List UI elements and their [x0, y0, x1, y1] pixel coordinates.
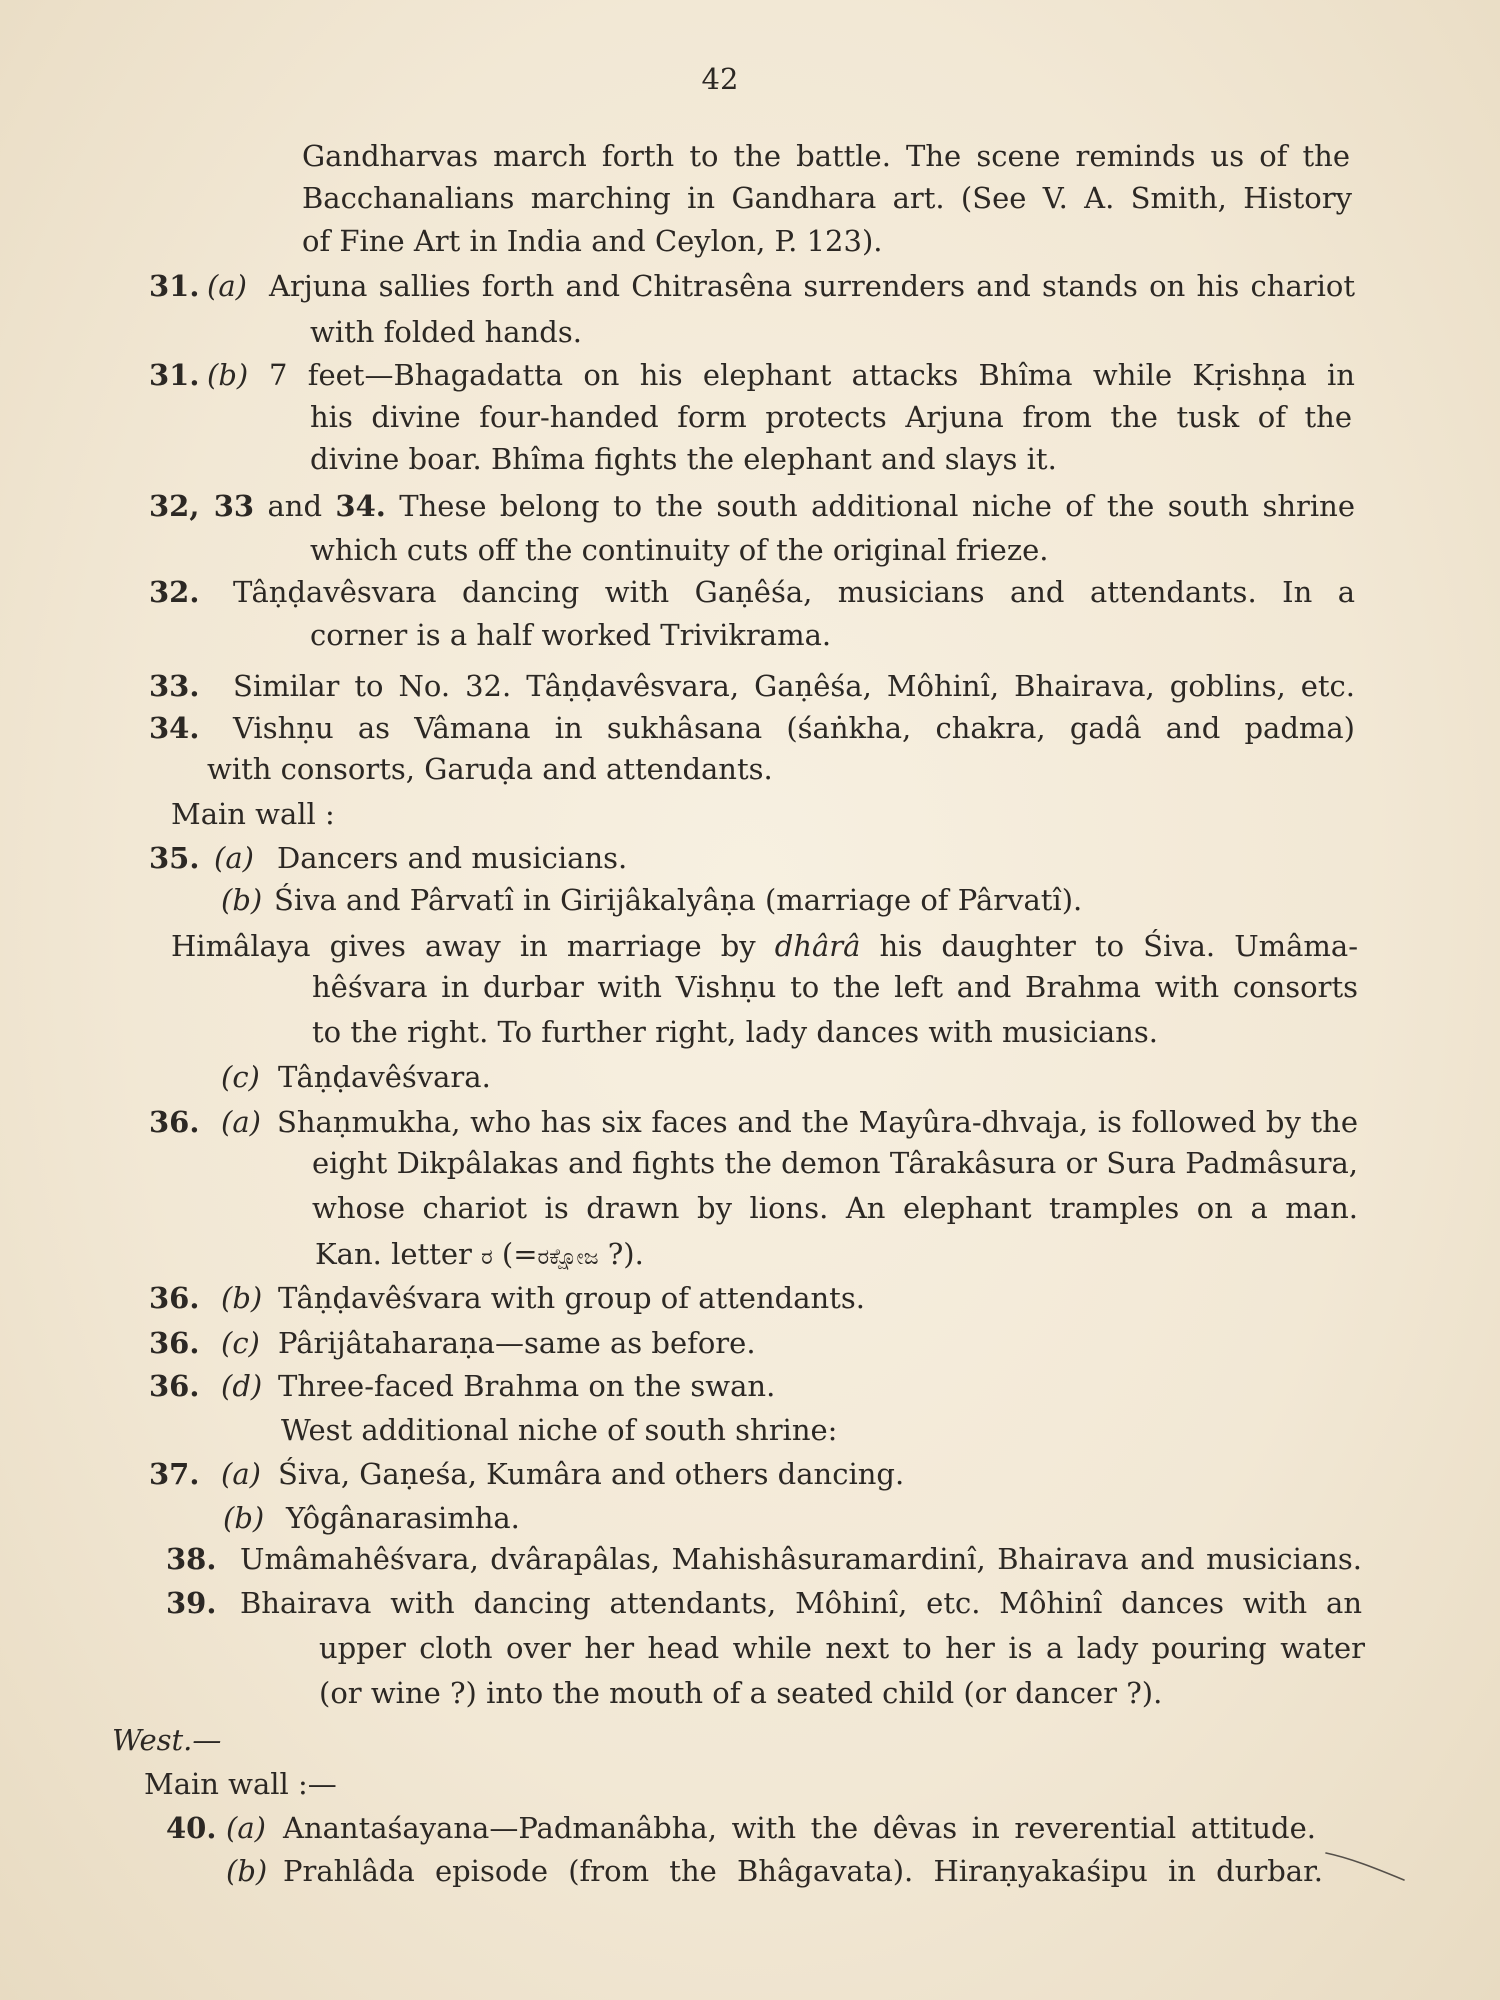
line-content — [319, 1628, 1365, 1668]
line-content — [171, 926, 1358, 966]
entry-number: 40. — [166, 1811, 217, 1845]
line-text: whose chariot is drawn by lions. An elephant tramples on a man. — [312, 1191, 1358, 1225]
entry-number: 36. — [149, 1281, 200, 1315]
entry-text: Śiva and Pârvatî in Girijâkalyâṇa (marriage of Pârvatî). — [274, 883, 1083, 917]
entry-number: 39. — [166, 1586, 217, 1620]
entry-number: 33. — [149, 669, 200, 703]
entry-40a — [166, 1808, 1316, 1848]
entry-text: Shaṇmukha, who has six faces and the Mayûra-dhvaja, is followed by the — [277, 1105, 1358, 1139]
line-content — [312, 1012, 1158, 1052]
line-content — [302, 178, 1352, 218]
entry-text: These belong to the south additional niche of the south shrine — [385, 489, 1356, 523]
line-content — [207, 749, 773, 789]
line-content — [310, 397, 1352, 437]
text-line — [310, 615, 831, 655]
line-content — [221, 880, 1082, 920]
line-content — [319, 1673, 1162, 1713]
entry-text: Prahlâda episode (from the Bhâgavata). Hiraṇyakaśipu in durbar. — [283, 1854, 1323, 1888]
subheading-main-wall — [144, 1764, 337, 1804]
entry-number: 34. — [149, 711, 200, 745]
line-content — [226, 1851, 1323, 1891]
text-line — [310, 439, 1057, 479]
line-content — [302, 221, 882, 261]
entry-text: Bhairava with dancing attendants, Môhinî, etc. Môhinî dances with an — [240, 1586, 1362, 1620]
line-text: hêśvara in durbar with Vishṇu to the left and Brahma with consorts — [312, 970, 1358, 1004]
entry-text: Anantaśayana—Padmanâbha, with the dêvas in reverential attitude. — [283, 1811, 1316, 1845]
entry-label: (b) — [226, 1854, 268, 1888]
line-text: his divine four-handed form protects Arjuna from the tusk of the — [310, 400, 1352, 434]
entry-label: (c) — [221, 1060, 260, 1094]
text-line — [319, 1628, 1365, 1668]
line-text: of Fine Art in India and Ceylon, P. 123). — [302, 224, 883, 258]
line-content — [149, 1366, 775, 1406]
entry-label: (b) — [223, 1501, 265, 1535]
pen-stroke — [1326, 1853, 1404, 1880]
line-content — [149, 666, 1355, 706]
line-content — [144, 1764, 337, 1804]
line-content — [310, 530, 1048, 570]
line-text: divine boar. Bhîma fights the elephant and slays it. — [310, 442, 1057, 476]
line-content — [281, 1410, 837, 1450]
subheading-text: Main wall :— — [144, 1767, 337, 1801]
line-content — [166, 1583, 1362, 1623]
entry-number: 32, 33 — [149, 489, 255, 523]
kannada-word: ರಕ್ಷೋಜ — [537, 1245, 599, 1270]
line-content — [149, 266, 1355, 306]
line-content — [310, 615, 831, 655]
entry-31b — [149, 355, 1355, 395]
entry-label: (a) — [226, 1811, 266, 1845]
entry-35c — [221, 1057, 491, 1097]
italic-term: dhârâ — [774, 929, 861, 963]
entry-number: 31. — [149, 358, 200, 392]
line-content — [312, 1188, 1358, 1228]
subheading-main-wall — [171, 794, 335, 834]
entry-number: 36. — [149, 1326, 200, 1360]
text-line — [207, 749, 773, 789]
line-text: upper cloth over her head while next to her is a lady pouring water — [319, 1631, 1365, 1665]
line-text: Kan. letter — [315, 1237, 482, 1271]
line-content — [312, 1143, 1358, 1183]
entry-36a — [149, 1102, 1358, 1142]
line-content — [149, 1102, 1358, 1142]
text-line — [302, 178, 1352, 218]
line-content — [166, 1808, 1316, 1848]
entry-text: Tâṇḍavêśvara. — [278, 1060, 491, 1094]
subheading-text: Main wall : — [171, 797, 335, 831]
text-line — [312, 1012, 1158, 1052]
line-content — [223, 1498, 520, 1538]
entry-label: (a) — [221, 1457, 261, 1491]
line-content — [149, 1454, 904, 1494]
entry-37a — [149, 1454, 904, 1494]
section-heading-text: West.— — [112, 1723, 222, 1757]
kannada-letter: ರ — [481, 1245, 493, 1270]
line-content — [315, 1234, 644, 1278]
text-line — [312, 1188, 1358, 1228]
entry-number: 31. — [149, 269, 200, 303]
entry-label: (a) — [221, 1105, 261, 1139]
entry-text: Similar to No. 32. Tâṇḍavêsvara, Gaṇêśa, Môhinî, Bhairava, goblins, etc. — [233, 669, 1355, 703]
entry-36b — [149, 1278, 865, 1318]
line-text: Bacchanalians marching in Gandhara art. (See V. A. Smith, History — [302, 181, 1352, 215]
text-line — [310, 312, 582, 352]
entry-text: Vishṇu as Vâmana in sukhâsana (śaṅkha, chakra, gadâ and padma) — [233, 711, 1355, 745]
entry-number: 36. — [149, 1369, 200, 1403]
line-content — [312, 967, 1358, 1007]
entry-label: (a) — [214, 841, 254, 875]
entry-text: Tâṇḍavêsvara dancing with Gaṇêśa, musicians and attendants. In a — [233, 575, 1355, 609]
line-content — [149, 708, 1355, 748]
line-content — [149, 572, 1355, 612]
line-text: (or wine ?) into the mouth of a seated child (or dancer ?). — [319, 1676, 1163, 1710]
entry-text: 7 feet—Bhagadatta on his elephant attacks Bhîma while Kṛishṇa in — [269, 358, 1355, 392]
entry-label: (c) — [221, 1326, 260, 1360]
line-text: corner is a half worked Trivikrama. — [310, 618, 832, 652]
entry-number: 35. — [149, 841, 200, 875]
line-content — [149, 355, 1355, 395]
entry-label: (b) — [221, 883, 263, 917]
entry-35b — [221, 880, 1082, 920]
line-content — [149, 1278, 865, 1318]
line-content — [149, 486, 1355, 526]
entry-text: Pârijâtaharaṇa—same as before. — [278, 1326, 756, 1360]
line-text: (= — [492, 1237, 538, 1271]
entry-number: 32. — [149, 575, 200, 609]
line-text: ?). — [598, 1237, 644, 1271]
section-heading-west — [112, 1720, 221, 1760]
entry-36d — [149, 1366, 775, 1406]
entry-text: Umâmahêśvara, dvârapâlas, Mahishâsuramardinî, Bhairava and musicians. — [240, 1542, 1362, 1576]
entry-32 — [149, 572, 1355, 612]
entry-text: Three-faced Brahma on the swan. — [278, 1369, 776, 1403]
page-number: 42 — [701, 62, 739, 96]
line-text: eight Dikpâlakas and fights the demon Târakâsura or Sura Padmâsura, — [312, 1146, 1358, 1180]
line-content — [166, 1539, 1362, 1579]
line-text: Himâlaya gives away in marriage by — [171, 929, 775, 963]
entry-label: (b) — [207, 358, 249, 392]
entry-label: (d) — [221, 1369, 263, 1403]
entry-38 — [166, 1539, 1362, 1579]
entry-text: Dancers and musicians. — [277, 841, 628, 875]
line-text: which cuts off the continuity of the original frieze. — [310, 533, 1049, 567]
entry-32-33-34 — [149, 486, 1355, 526]
text-line — [302, 221, 882, 261]
entry-label: (b) — [221, 1281, 263, 1315]
text-line — [312, 967, 1358, 1007]
line-text: with consorts, Garuḍa and attendants. — [207, 752, 773, 786]
line-content — [149, 1323, 756, 1363]
entry-text: Tâṇḍavêśvara with group of attendants. — [278, 1281, 865, 1315]
line-content — [149, 838, 627, 878]
entry-34 — [149, 708, 1355, 748]
line-content — [302, 136, 1350, 176]
text-line — [319, 1673, 1162, 1713]
line-text: Gandharvas march forth to the battle. The scene reminds us of the — [302, 139, 1350, 173]
text-line — [171, 926, 1358, 966]
line-content — [171, 794, 335, 834]
entry-40b — [226, 1851, 1323, 1891]
pen-stroke-mark — [1320, 1840, 1410, 1890]
entry-31a — [149, 266, 1355, 306]
entry-number: 34. — [335, 489, 386, 523]
text-line — [310, 530, 1048, 570]
entry-35a — [149, 838, 627, 878]
entry-39 — [166, 1583, 1362, 1623]
line-content — [310, 312, 582, 352]
entry-text: Śiva, Gaṇeśa, Kumâra and others dancing. — [278, 1457, 905, 1491]
subheading-west-niche — [281, 1410, 837, 1450]
line-content — [112, 1720, 221, 1760]
text-line — [315, 1234, 644, 1274]
text-line — [312, 1143, 1358, 1183]
entry-number: 36. — [149, 1105, 200, 1139]
line-text: with folded hands. — [310, 315, 582, 349]
entry-label: (a) — [207, 269, 247, 303]
entry-number-joiner: and — [254, 489, 336, 523]
text-line — [310, 397, 1352, 437]
entry-text: Yôgânarasimha. — [286, 1501, 520, 1535]
entry-33 — [149, 666, 1355, 706]
subheading-text: West additional niche of south shrine: — [281, 1413, 838, 1447]
line-text: his daughter to Śiva. Umâma- — [860, 929, 1359, 963]
entry-text: Arjuna sallies forth and Chitrasêna surrenders and stands on his chariot — [269, 269, 1355, 303]
text-line — [302, 136, 1350, 176]
line-text: to the right. To further right, lady dances with musicians. — [312, 1015, 1158, 1049]
line-content — [221, 1057, 491, 1097]
entry-37b — [223, 1498, 520, 1538]
entry-36c — [149, 1323, 756, 1363]
entry-number: 38. — [166, 1542, 217, 1576]
entry-number: 37. — [149, 1457, 200, 1491]
line-content — [310, 439, 1057, 479]
